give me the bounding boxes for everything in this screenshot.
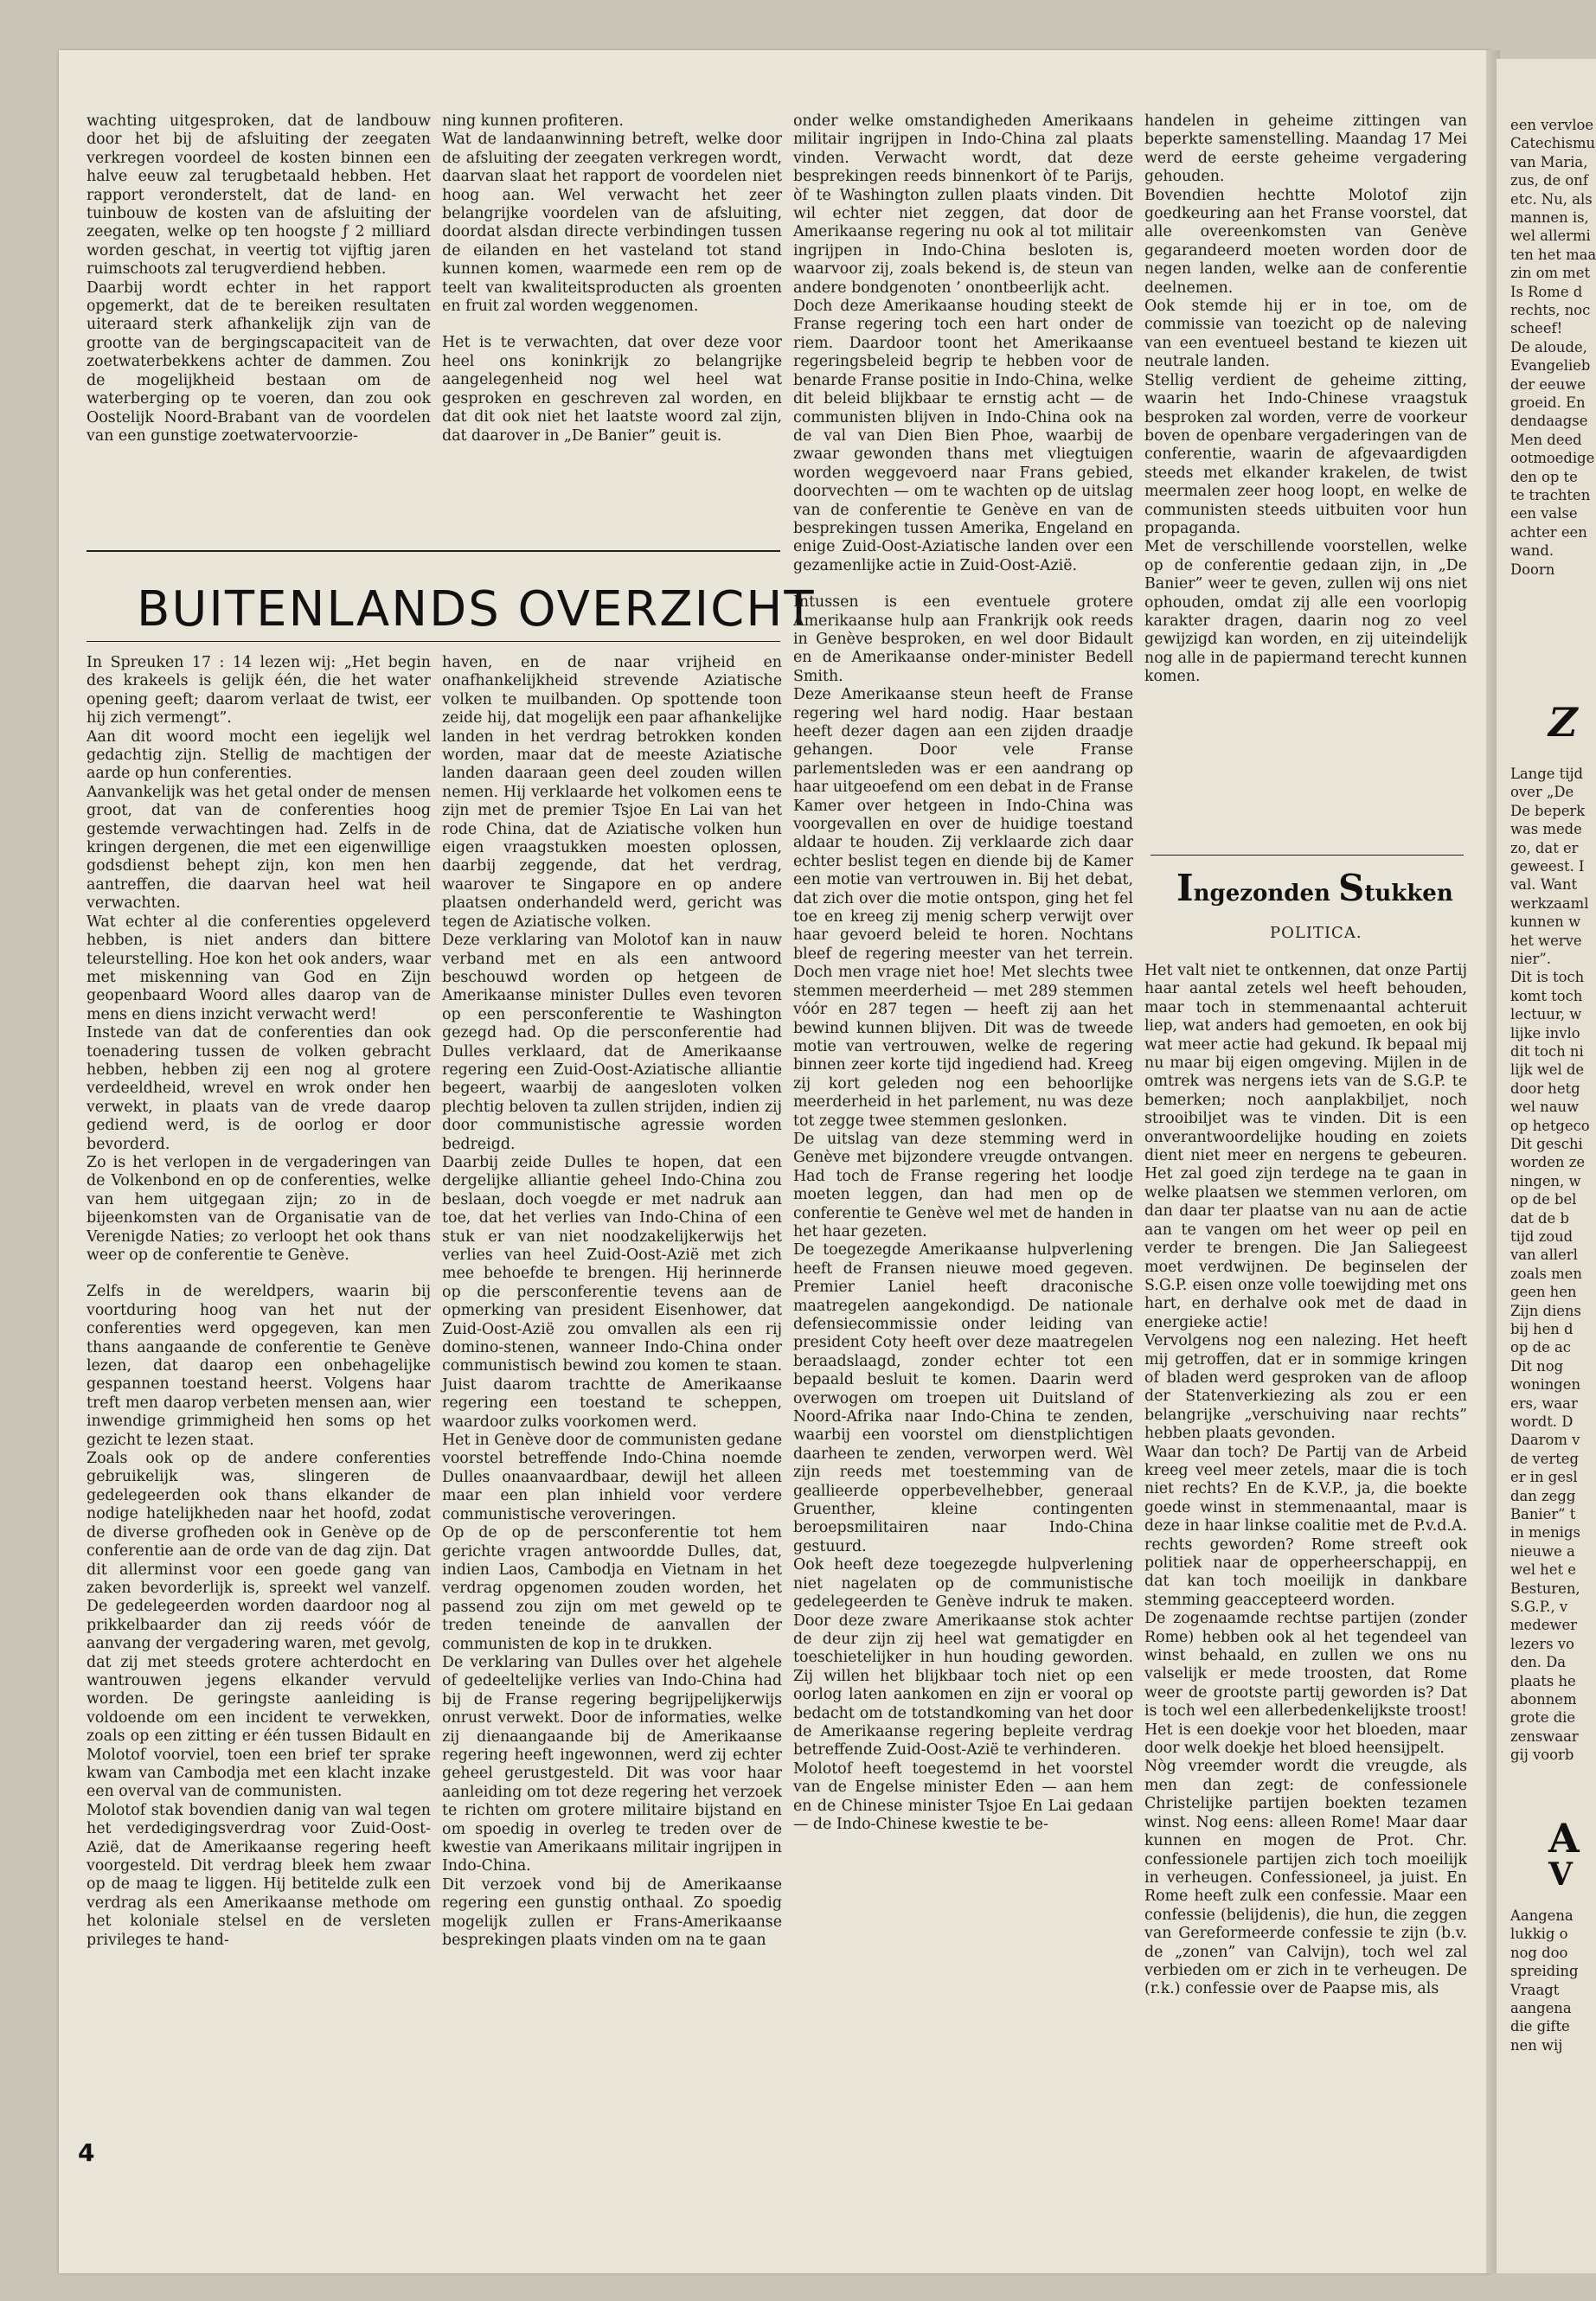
paragraph: Daarbij wordt echter in het rapport opgemerkt, dat de te bereiken resultaten uiteraard sterk afhankelijk zijn van de grootte van de bergingscapaciteit van de zoetwaterbekkens achter de dammen. Zou de mogelijkheid bestaan om de waterberging op te voeren, dan zou ook Oostelijk Noord-Brabant van de voordelen van een gunstige zoetwatervoorzie- bbox=[87, 279, 431, 445]
paragraph: Waar dan toch? De Partij van de Arbeid kreeg veel meer zetels, maar die is toch niet rechts? En de K.V.P., ja, die boekte goede winst in stemmenaantal, maar is deze in haar linkse coalitie met de P.v.d.A. rechts geworden? Rome streeft ook politiek naar de opperheerschappij, en dat kan toch moeilijk in dankbare stemming geaccepteerd worden. bbox=[1144, 1443, 1467, 1609]
fragment-line: zo, dat er bbox=[1510, 839, 1579, 856]
fragment-line: ten het maa bbox=[1510, 246, 1596, 263]
fragment-line: een valse bbox=[1510, 505, 1578, 522]
paragraph: Instede van dat de conferenties dan ook toenadering tussen de volken gebracht hebben, hebben zij een nog al grotere verdeeldheid, wrevel en wrok onder hen verwekt, in plaats van de vrede daarop gediend werd, is de oorlog er door bevorderd. bbox=[87, 1024, 431, 1153]
paragraph: Doch deze Amerikaanse houding steekt de Franse regering toch een hart onder de riem. Daardoor toont het Amerikaanse regeringsbeleid begrip te hebben voor de benarde Franse positie in Indo-China, welke dit beleid blijkbaar te ernstig acht — de communisten blijven in Indo-China ook na de val van Dien Bien Phoe, waarbij de zwaar gewonden thans met vliegtuigen worden weggevoerd naar Frans gebied, doorvechten — om te wachten op de uitslag van de conferentie te Genève en van de besprekingen tussen Amerika, Engeland en enige Zuid-Oost-Aziatische landen over een gezamenlijke actie in Zuid-Oost-Azië. bbox=[793, 298, 1133, 574]
fragment-line: plaats he bbox=[1510, 1672, 1576, 1689]
paragraph: Intussen is een eventuele grotere Amerikaanse hulp aan Frankrijk ook reeds in Genève besproken, en wel door Bidault en de Amerikaanse onder-minister Bedell Smith. bbox=[793, 593, 1133, 685]
paragraph: Zoals ook op de andere conferenties gebruikelijk was, slingeren de gedelegeerden ook thans elkander de nodige hatelijkheden naar het hoofd, zodat de diverse grofheden ook in Genève op de conferentie aan de orde van de dag zijn. Dat dit allerminst voor een goede gang van zaken bevorderlijk is, spreekt wel vanzelf. De gedelegeerden worden daardoor nog al prikkelbaarder dan zij reeds vóór de aanvang der vergadering waren, met gevolg, dat zij met steeds grotere achterdocht en wantrouwen jegens elkander vervuld worden. De geringste aanleiding is voldoende om een incident te verwekken, zoals op een zitting er één tussen Bidault en Molotof voorviel, toen een brief ter sprake kwam van Cambodja met een klacht inzake een overval van de communisten. bbox=[87, 1450, 431, 1801]
fragment-line: het werve bbox=[1510, 932, 1582, 949]
fragment-line: Lange tijd bbox=[1510, 766, 1584, 782]
fragment-line: S.G.P., v bbox=[1510, 1599, 1568, 1615]
fragment-line: ningen, w bbox=[1510, 1172, 1581, 1189]
fragment-line: nen wij bbox=[1510, 2036, 1563, 2054]
paragraph: Zo is het verlopen in de vergaderingen van de Volkenbond en op de conferenties, welke van hem uitgegaan zijn; zo in de bijeenkomsten van de Organisatie van de Verenigde Naties; zo verloopt het ook thans weer op de conferentie te Genève. bbox=[87, 1153, 431, 1264]
article-column-3 bbox=[793, 112, 1133, 1834]
fragment-line: te trachten bbox=[1510, 487, 1591, 503]
fragment-line: lijke invlo bbox=[1510, 1024, 1580, 1042]
paragraph: Het is te verwachten, dat over deze voor heel ons koninkrijk zo belangrijke aangelegenheid nog wel heel wat gesproken en geschreven zal worden, en dat dit ook niet het laatste woord zal zijn, dat daarover in „De Banier” geuit is. bbox=[442, 334, 782, 445]
paragraph: Aanvankelijk was het getal onder de mensen groot, dat van de conferenties hoog gestemde verwachtingen had. Zelfs in de kringen dergenen, die met een eigenwillige godsdienst behept zijn, kon men hen aantreffen, die daarvan heel wat heil verwachten. bbox=[87, 783, 431, 913]
paragraph: Aan dit woord mocht een iegelijk wel gedachtig zijn. Stellig de machtigen der aarde op hun conferenties. bbox=[87, 727, 431, 783]
fragment-line: op hetgeco bbox=[1510, 1117, 1590, 1134]
paragraph: De toegezegde Amerikaanse hulpverlening heeft de Fransen nieuwe moed gegeven. Premier Laniel heeft draconische maatregelen aangekondigd. De nationale defensiecommissie onder leiding van president Coty heeft over deze maatregelen beraadslaagd, zonder echter tot een bepaald besluit te komen. Daarin werd overwogen om troepen uit Duitsland of Noord-Afrika naar Indo-China te zenden, waarbij een voorstel om dienstplichtigen daarheen te zenden, verworpen werd. Wèl zijn reeds met toestemming van de geallieerde opperbevelhebber, generaal Gruenther, kleine contingenten beroepsmilitairen naar Indo-China gestuurd. bbox=[793, 1241, 1133, 1555]
fragment-line: Banier” t bbox=[1510, 1506, 1576, 1522]
fragment-line: Besturen, bbox=[1510, 1580, 1580, 1597]
fragment-line: spreiding bbox=[1510, 1963, 1579, 1980]
paragraph: wachting uitgesproken, dat de landbouw door het bij de afsluiting der zeegaten verkregen voordeel de kosten binnen een halve eeuw zal terugbetaald hebben. Het rapport veronderstelt, dat de land- en tuinbouw de kosten van de afsluiting der zeegaten, welke op ten hoogste ƒ 2 milliard worden geschat, in veertig tot vijftig jaren ruimschoots zal terugverdiend hebben. bbox=[87, 112, 431, 279]
paragraph: Molotof stak bovendien danig van wal tegen het verdedigingsverdrag voor Zuid-Oost-Azië, dat de Amerikaanse regering heeft voorgesteld. Dit verdrag bleek hem zwaar op de maag te liggen. Hij betitelde zulk een verdrag als een Amerikaanse methode om het koloniale stelsel en de versleten privileges te hand- bbox=[87, 1801, 431, 1949]
article-column-4-top bbox=[1144, 112, 1467, 687]
fragment-line: rechts, noc bbox=[1510, 302, 1591, 318]
fragment-line: mannen is, bbox=[1510, 209, 1589, 226]
fragment-line: ootmoedige bbox=[1510, 450, 1595, 467]
top-column-2 bbox=[442, 112, 782, 445]
fragment-line: De aloude, bbox=[1510, 338, 1587, 356]
fragment-line: lijk wel de bbox=[1510, 1061, 1585, 1079]
fragment-line: geen hen bbox=[1510, 1284, 1577, 1301]
fragment-line: die gifte bbox=[1510, 2018, 1570, 2035]
paragraph: Het in Genève door de communisten gedane voorstel betreffende Indo-China noemde Dulles onaanvaardbaar, dewijl het alleen maar een plan inhield voor verdere communistische veroveringen. bbox=[442, 1432, 782, 1523]
fragment-line: woningen bbox=[1510, 1376, 1581, 1394]
fragment-line: grote die bbox=[1510, 1709, 1576, 1727]
headline-rule-top bbox=[87, 550, 780, 552]
fragment-line: Is Rome d bbox=[1510, 283, 1583, 300]
fragment-line: wel het e bbox=[1510, 1561, 1576, 1579]
paragraph: In Spreuken 17 : 14 lezen wij: „Het begin des krakeels is gelijk één, die het water opening geeft; daarom verlaat de twist, eer hij zich vermengt”. bbox=[87, 654, 431, 727]
section-heading: Ingezonden Stukken bbox=[1176, 867, 1453, 909]
fragment-line: wel allermi bbox=[1510, 228, 1591, 245]
fragment-line: aangena bbox=[1510, 2000, 1572, 2016]
fragment-line: val. Want bbox=[1510, 876, 1578, 894]
fragment-line: etc. Nu, als bbox=[1510, 190, 1593, 208]
fragment-line: nog doo bbox=[1510, 1944, 1568, 1961]
fragment-line: abonnem bbox=[1510, 1691, 1577, 1708]
fragment-line: in menigs bbox=[1510, 1524, 1580, 1541]
fragment-line: wordt. D bbox=[1510, 1413, 1574, 1430]
fragment-line: dat de b bbox=[1510, 1209, 1569, 1227]
paragraph: Daarbij zeide Dulles te hopen, dat een dergelijke alliantie geheel Indo-China zou beslaan, doch voegde er met nadruk aan toe, dat het verlies van Indo-China of een stuk er van niet noodzakelijkerwijs het verlies van heel Zuid-Oost-Azië met zich mee behoefde te brengen. Hij herinnerde op die persconferentie tevens aan de opmerking van president Eisenhower, dat Zuid-Oost-Azië zou omvallen als een rij domino-stenen, wanneer Indo-China onder communistisch bewind zou komen te staan. Juist daarom trachtte de Amerikaanse regering een toestand te scheppen, waardoor zulks voorkomen werd. bbox=[442, 1153, 782, 1431]
paragraph: De zogenaamde rechtse partijen (zonder Rome) hebben ook al het tegendeel van winst behaald, en zullen we ons nu valselijk er mede troosten, dat Rome weer de grootste partij geworden is? Dat is toch wel een allerbedenkelijkste troost! Het is een doekje voor het bloeden, maar door welk doekje het bloed heensijpelt. bbox=[1144, 1610, 1467, 1758]
fragment-line: gij voorb bbox=[1510, 1747, 1574, 1764]
headline-rule-bottom bbox=[87, 641, 780, 642]
paragraph: Dit verzoek vond bij de Amerikaanse regering een gunstig onthaal. Zo spoedig mogelijk zullen er Frans-Amerikaanse besprekingen plaats vinden om na te gaan bbox=[442, 1875, 782, 1950]
fragment-line: der eeuwe bbox=[1510, 375, 1586, 393]
fragment-line: Doorn bbox=[1510, 561, 1555, 578]
fragment-line: van allerl bbox=[1510, 1247, 1578, 1264]
fragment-line: geweest. I bbox=[1510, 858, 1585, 875]
fragment-line: bij hen d bbox=[1510, 1321, 1574, 1337]
fragment-line: medewer bbox=[1510, 1617, 1577, 1634]
fragment-line: er in gesl bbox=[1510, 1469, 1578, 1486]
fragment-line: van Maria, bbox=[1510, 153, 1588, 170]
fragment-line: Aangena bbox=[1510, 1907, 1574, 1924]
fragment-line: kunnen w bbox=[1510, 913, 1581, 931]
paragraph: Nòg vreemder wordt die vreugde, als men dan zegt: de confessionele Christelijke partijen boekten tezamen winst. Nog eens: alleen Rome! Maar daar kunnen en mogen de Prot. Chr. confessionele partijen zich toch moeilijk in verheugen. Confessioneel, ja juist. En Rome heeft zulk een confessie. Maar een confessie (belijdenis), die hun, die zeggen van Gereformeerde confessie te zijn (b.v. de „zonen” van Calvijn), toch wel zal verbieden om er zich in te verheugen. De (r.k.) confessie over de Paapse mis, als bbox=[1144, 1758, 1467, 1998]
next-page-initial-3: V bbox=[1548, 1856, 1573, 1893]
article-column-1 bbox=[87, 654, 431, 1950]
fragment-line: komt toch bbox=[1510, 987, 1583, 1004]
fragment-line: Dit is toch bbox=[1510, 969, 1585, 986]
fragment-line: nier”. bbox=[1510, 951, 1551, 967]
paragraph: Ook heeft deze toegezegde hulpverlening niet nagelaten op de communistische gedelegeerden te Genève indruk te maken. Door deze zware Amerikaanse stok achter de deur zijn zij heel wat gematigder en toeschietelijker in hun houding geworden. Zij willen het blijkbaar toch niet op een oorlog laten aankomen en zijn er vooral op bedacht om de totstandkoming van het door de Amerikaanse regering bepleite verdrag betreffende Zuid-Oost-Azië te verhinderen. bbox=[793, 1556, 1133, 1759]
fragment-line: achter een bbox=[1510, 523, 1587, 541]
paragraph: Het valt niet te ontkennen, dat onze Partij haar aantal zetels wel heeft behouden, maar toch in stemmenaantal achteruit liep, wat anders had gemoeten, en ook bij wat meer actie had gekund. Ik bepaal mij nu maar bij eigen omgeving. Mijlen in de omtrek was nergens iets van de S.G.P. te bemerken; noch aanplakbiljet, noch strooibiljet was te vinden. Dit is een onverantwoordelijke houding en zoiets dient niet meer en nergens te gebeuren. Het zal goed zijn terdege na te gaan in welke plaatsen we stemmen verloren, om dan daar ter plaatse van nu aan de actie aan te vangen om het weer op peil en verder te brengen. Die Jan Saliegeest moet verdwijnen. De beginselen der S.G.P. eisen onze volle toewijding met ons hart, en derhalve ook met de daad in energieke actie! bbox=[1144, 962, 1467, 1331]
fragment-line: Catechismu bbox=[1510, 135, 1596, 152]
fragment-line: den op te bbox=[1510, 468, 1578, 485]
fragment-line: lectuur, w bbox=[1510, 1006, 1582, 1023]
fragment-line: op de bel bbox=[1510, 1191, 1577, 1208]
paragraph: Wat de landaanwinning betreft, welke door de afsluiting der zeegaten verkregen wordt, daarvan slaat het rapport de voordelen niet hoog aan. Wel verwacht het zeer belangrijke voordelen van de afsluiting, doordat alsdan directe verbindingen tussen de eilanden en het vasteland tot stand kunnen komen, waarmede een rem op de teelt van kwaliteitsproducten als groenten en fruit zal worden weggenomen. bbox=[442, 131, 782, 316]
fragment-line: werkzaaml bbox=[1510, 894, 1589, 912]
article-title: POLITICA. bbox=[1270, 924, 1362, 942]
next-page-initial-2: A bbox=[1548, 1815, 1580, 1862]
top-column-1 bbox=[87, 112, 431, 445]
paragraph: handelen in geheime zittingen van beperkte samenstelling. Maandag 17 Mei werd de eerste geheime vergadering gehouden. bbox=[1144, 112, 1467, 186]
fragment-line: worden ze bbox=[1510, 1154, 1586, 1171]
fragment-line: op de ac bbox=[1510, 1339, 1571, 1356]
paragraph: Op de op de persconferentie tot hem gerichte vragen antwoordde Dulles, dat, indien Laos, Cambodja en Vietnam in het verdrag opgenomen zouden worden, het passend zou zijn om met geweld op te treden teneinde de aanvallen der communisten de kop in te drukken. bbox=[442, 1524, 782, 1653]
paragraph: ning kunnen profiteren. bbox=[442, 112, 624, 130]
fragment-line: lukkig o bbox=[1510, 1926, 1568, 1943]
fragment-line: wand. bbox=[1510, 542, 1554, 560]
fragment-line: zenswaar bbox=[1510, 1727, 1579, 1745]
paragraph: Stellig verdient de geheime zitting, waarin het Indo-Chinese vraagstuk besproken zal worden, verre de voorkeur boven de openbare vergaderingen van de conferentie, waarin de afgevaardigden steeds met elkander krakelen, de twist meermalen zeer hoog loopt, en welke de communisten steeds uitbuiten voor hun propaganda. bbox=[1144, 371, 1467, 537]
article-column-4-bottom bbox=[1144, 962, 1467, 1999]
paragraph: onder welke omstandigheden Amerikaans militair ingrijpen in Indo-China zal plaats vinden. Verwacht wordt, dat deze besprekingen reeds binnenkort òf te Parijs, òf te Washington zullen plaats vinden. Dit wil echter niet zeggen, dat door de Amerikaanse regering nu ook al tot militair ingrijpen in Indo-China besloten is, waarvoor zij, zoals bekend is, de steun van andere bondgenoten ’ onontbeerlijk acht. bbox=[793, 112, 1133, 297]
article-column-2 bbox=[442, 654, 782, 1950]
fragment-line: Men deed bbox=[1510, 431, 1582, 448]
fragment-line: zus, de onf bbox=[1510, 172, 1588, 189]
fragment-line: De beperk bbox=[1510, 802, 1586, 819]
paragraph: Deze verklaring van Molotof kan in nauw verband met en als een antwoord beschouwd worden op hetgeen de Amerikaanse minister Dulles even tevoren op een persconferentie te Washington gezegd had. Op die persconferentie had Dulles verklaard, dat de Amerikaanse regering een Zuid-Oost-Aziatische alliantie begeert, waarbij de aangesloten volken plechtig beloven ta zullen strijden, indien zij door communistische agressie worden bedreigd. bbox=[442, 932, 782, 1153]
fragment-line: scheef! bbox=[1510, 320, 1563, 337]
paragraph: Wat echter al die conferenties opgeleverd hebben, is niet anders dan bittere teleurstelling. Hoe kon het ook anders, waar met miskenning van God en Zijn geopenbaard Woord alles daarop van de mens en diens inzicht verwacht werd! bbox=[87, 913, 431, 1023]
paragraph: Molotof heeft toegestemd in het voorstel van de Engelse minister Eden — aan hem en de Chinese minister Tsjoe En Lai gedaan — de Indo-Chinese kwestie te be- bbox=[793, 1759, 1133, 1833]
paragraph: Zelfs in de wereldpers, waarin bij voortduring hoog van het nut der conferenties werd opgegeven, kan men thans aangaande de conferentie te Genève lezen, dat daarop een onbehagelijke gespannen toestand heerst. Volgens haar treft men daarop verbeten mensen aan, wier inwendige grimmigheid hen soms op het gezicht te lezen staat. bbox=[87, 1283, 431, 1449]
paragraph: Ook stemde hij er in toe, om de commissie van toezicht op de naleving van een eventueel bestand te kiezen uit neutrale landen. bbox=[1144, 298, 1467, 371]
fragment-line: Evangelieb bbox=[1510, 357, 1591, 375]
fragment-line: was mede bbox=[1510, 821, 1582, 838]
fragment-line: door hetg bbox=[1510, 1080, 1580, 1097]
fragment-line: dendaagse bbox=[1510, 413, 1588, 430]
fragment-line: de verteg bbox=[1510, 1450, 1579, 1467]
section-rule bbox=[1151, 855, 1464, 856]
fragment-line: lezers vo bbox=[1510, 1635, 1574, 1652]
fragment-line: ers, waar bbox=[1510, 1394, 1578, 1412]
fragment-line: een vervloe bbox=[1510, 117, 1594, 133]
paragraph: haven, en de naar vrijheid en onafhankelijkheid strevende Aziatische volken te muilbanden. Op spottende toon zeide hij, dat mogelijk een paar afhankelijke landen in het verdrag betrokken konden worden, maar dat de meeste Aziatische landen daaraan geen deel zouden willen nemen. Hij verklaarde het volkomen eens te zijn met de premier Tsjoe En Lai van het rode China, dat de Aziatische volken hun eigen vraagstukken moesten oplossen, daarbij zeggende, dat het verdrag, waarover te Singapore en op andere plaatsen onderhandeld werd, gericht was tegen de Aziatische volken. bbox=[442, 654, 782, 931]
fragment-line: Zijn diens bbox=[1510, 1302, 1581, 1319]
paragraph: De uitslag van deze stemming werd in Genève met bijzondere vreugde ontvangen. Had toch de Franse regering het loodje moeten leggen, dan had men op de conferentie te Genève wel met de handen in het haar gezeten. bbox=[793, 1130, 1133, 1240]
fragment-line: dan zegg bbox=[1510, 1487, 1576, 1504]
paragraph: Deze Amerikaanse steun heeft de Franse regering wel hard nodig. Haar bestaan heeft dezer dagen aan een zijden draadje gehangen. Door vele Franse parlementsleden was er een aandrang op haar uitgeoefend om een debat in de Franse Kamer over hetgeen in Indo-China was voorgevallen en over de huidige toestand aldaar te houden. Zij verklaarde zich daar echter beslist tegen en diende bij de Kamer een motie van vertrouwen in. Bij het debat, dat zich over die motie ontspon, ging het fel toe en kreeg zij menig scherp verwijt over haar gevoerd beleid te horen. Nochtans bleef de regering meester van het terrein. Doch men vrage niet hoe! Met slechts twee stemmen meerderheid — met 289 stemmen vóór en 287 tegen — heeft zij aan het bewind kunnen blijven. Dit was de tweede motie van vertrouwen, welke de regering binnen zeer korte tijd ingediend had. Kreeg zij kort geleden nog een behoorlijke meerderheid in het parlement, nu was deze tot zegge twee stemmen geslonken. bbox=[793, 686, 1133, 1130]
fragment-line: zin om met bbox=[1510, 265, 1591, 282]
fragment-line: den. Da bbox=[1510, 1654, 1567, 1671]
paragraph: Vervolgens nog een nalezing. Het heeft mij getroffen, dat er in sommige kringen of bladen werd gesproken van de afloop der Statenverkiezing als zou er een belangrijke „verschuiving naar rechts” hebben plaats gevonden. bbox=[1144, 1332, 1467, 1443]
page-number: 4 bbox=[78, 2138, 95, 2167]
fragment-line: Vraagt bbox=[1510, 1981, 1560, 1998]
fragment-line: zoals men bbox=[1510, 1265, 1582, 1282]
fragment-line: groeid. En bbox=[1510, 394, 1586, 411]
fragment-line: Dit geschi bbox=[1510, 1136, 1583, 1152]
fragment-line: wel nauw bbox=[1510, 1099, 1580, 1116]
fragment-line: Daarom v bbox=[1510, 1432, 1580, 1449]
headline: BUITENLANDS OVERZICHT bbox=[137, 581, 816, 638]
paragraph: Met de verschillende voorstellen, welke op de conferentie gedaan zijn, in „De Banier” weer te geven, zullen wij ons niet ophouden, omdat zij alle een voorlopig karakter dragen, daarin nog zo veel gewijzigd kan worden, en zij uiteindelijk nog alle in de papiermand terecht kunnen komen. bbox=[1144, 538, 1467, 686]
fragment-line: Dit nog bbox=[1510, 1357, 1564, 1375]
paragraph: Bovendien hechtte Molotof zijn goedkeuring aan het Franse voorstel, dat alle overeenkomsten van Genève gegarandeerd moeten worden door de negen landen, welke aan de conferentie deelnemen. bbox=[1144, 186, 1467, 297]
paragraph: De verklaring van Dulles over het algehele of gedeeltelijke verlies van Indo-China had bij de Franse regering begrijpelijkerwijs onrust verwekt. Door de informaties, welke zij dienaangaande bij de Amerikaanse regering heeft ingewonnen, werd zij echter geheel gerustgesteld. Dit was voor haar aanleiding om tot deze regering het verzoek te richten om grotere militaire bijstand en om spoedig in overleg te treden over de kwestie van Amerikaans militair ingrijpen in Indo-China. bbox=[442, 1653, 782, 1875]
next-page-initial-1: Z bbox=[1548, 699, 1578, 746]
fragment-line: nieuwe a bbox=[1510, 1542, 1575, 1560]
fragment-line: tijd zoud bbox=[1510, 1228, 1574, 1245]
fragment-line: over „De bbox=[1510, 784, 1574, 801]
fragment-line: dit toch ni bbox=[1510, 1043, 1584, 1060]
